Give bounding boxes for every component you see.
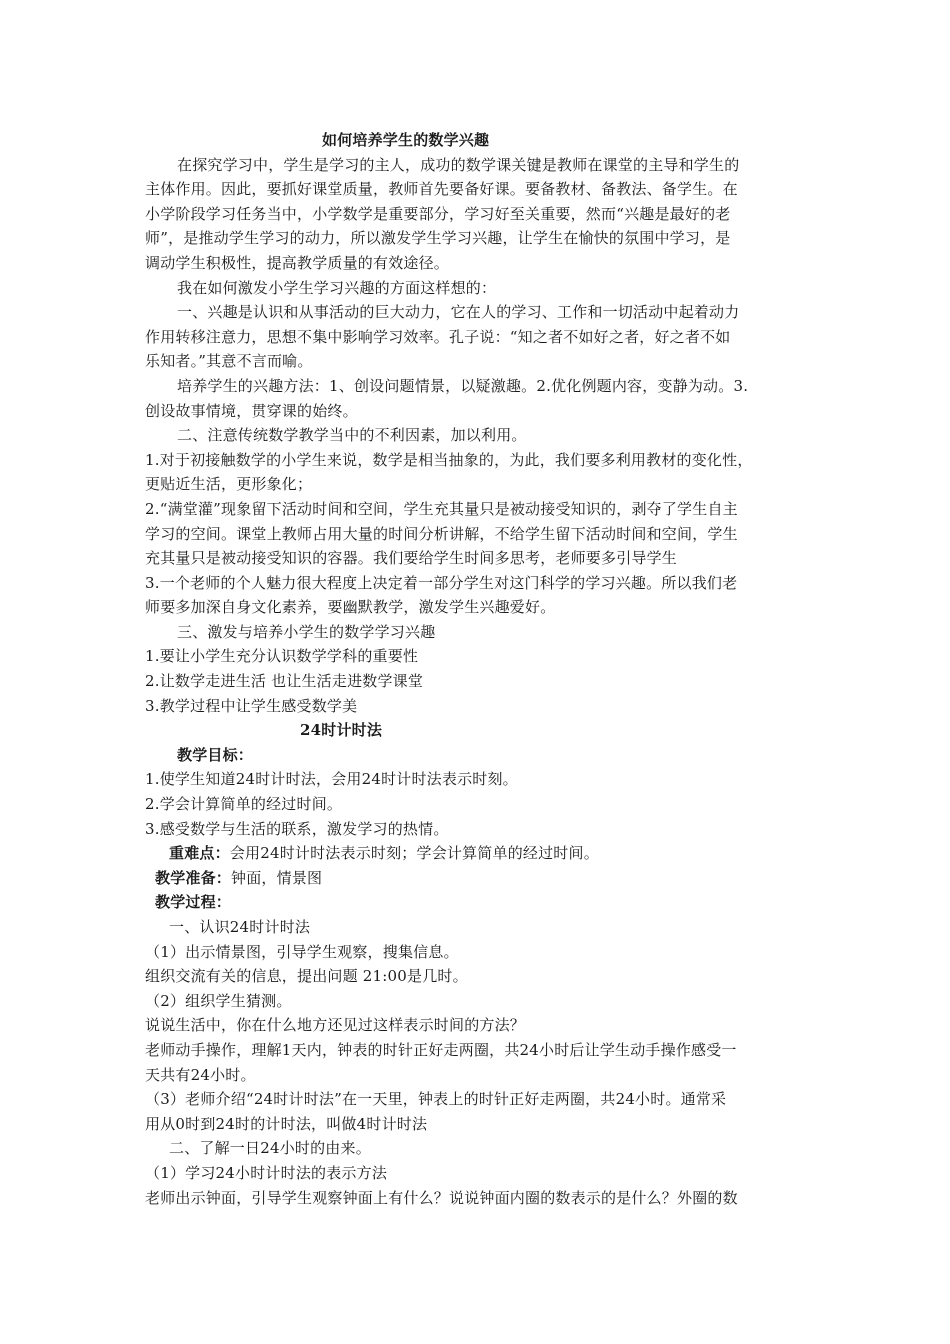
process-line: （3）老师介绍“24时计时法”在一天里，钟表上的时针正好走两圈，共24小时。通常采 xyxy=(145,1090,727,1109)
section-one-line: 一、兴趣是认识和从事活动的巨大动力，它在人的学习、工作和一切活动中起着动力 xyxy=(177,303,740,322)
intro-line: 我在如何激发小学生学习兴趣的方面这样想的： xyxy=(177,278,497,297)
paragraph-line: 师”，是推动学生学习的动力，所以激发学生学习兴趣，让学生在愉快的氛围中学习，是 xyxy=(145,229,731,248)
key-points-line xyxy=(145,841,813,866)
document-title: 如何培养学生的数学兴趣 xyxy=(322,131,490,149)
process-line: 老师出示钟面，引导学生观察钟面上有什么？说说钟面内圈的数表示的是什么？外圈的数 xyxy=(145,1188,738,1207)
section-two-line: 充其量只是被动接受知识的容器。我们要给学生时间多思考，老师要多引导学生 xyxy=(145,549,678,568)
process-label: 教学过程： xyxy=(155,893,232,912)
goals-label: 教学目标： xyxy=(177,745,254,764)
section-two-line: 学习的空间。课堂上教师占用大量的时间分析讲解，不给学生留下活动时间和空间，学生 xyxy=(145,524,738,543)
section-two-line: 3.一个老师的个人魅力很大程度上决定着一部分学生对这门科学的学习兴趣。所以我们老 xyxy=(145,573,738,592)
section-three-line: 1.要让小学生充分认识数学学科的重要性 xyxy=(145,647,419,666)
preparation-line xyxy=(145,866,813,891)
section-two-line: 2.“满堂灌”现象留下活动时间和空间，学生充其量只是被动接受知识的，剥夺了学生自主 xyxy=(145,499,738,518)
section-three-line: 2.让数学走进生活 也让生活走进数学课堂 xyxy=(145,672,424,691)
paragraph-line: 在探究学习中，学生是学习的主人，成功的数学课关键是教师在课堂的主导和学生的 xyxy=(177,155,740,174)
process-line: 用从0时到24时的计时法，叫做4时计时法 xyxy=(145,1114,428,1133)
goal-line: 1.使学生知道24时计时法，会用24时计时法表示时刻。 xyxy=(145,770,518,789)
section-two-line: 1.对于初接触数学的小学生来说，数学是相当抽象的，为此，我们要多利用教材的变化性， xyxy=(145,450,753,469)
key-points-text: 会用24时计时法表示时刻；学会计算简单的经过时间。 xyxy=(229,844,599,863)
section-two-heading: 二、注意传统数学教学当中的不利因素，加以利用。 xyxy=(177,426,527,445)
preparation-label: 教学准备： xyxy=(155,868,232,887)
process-line: 组织交流有关的信息，提出问题 21:00是几时。 xyxy=(145,967,468,986)
process-line: （1）出示情景图，引导学生观察，搜集信息。 xyxy=(145,942,459,961)
goal-line: 3.感受数学与生活的联系，激发学习的热情。 xyxy=(145,819,449,838)
process-line: 一、认识24时计时法 xyxy=(169,918,311,936)
process-line: 天共有24小时。 xyxy=(145,1065,256,1084)
section-two-line: 更贴近生活，更形象化； xyxy=(145,475,313,494)
paragraph-line: 小学阶段学习任务当中，小学数学是重要部分，学习好至关重要，然而“兴趣是最好的老 xyxy=(145,204,731,223)
process-line: 老师动手操作，理解1天内，钟表的时针正好走两圈，共24小时后让学生动手操作感受一 xyxy=(145,1040,737,1059)
methods-line: 培养学生的兴趣方法：1、创设问题情景，以疑激趣。2.优化例题内容，变静为动。3. xyxy=(177,376,749,395)
section-three-line: 3.教学过程中让学生感受数学美 xyxy=(145,696,358,715)
paragraph-line: 调动学生积极性，提高教学质量的有效途径。 xyxy=(145,253,450,272)
paragraph-line: 主体作用。因此，要抓好课堂质量，教师首先要备好课。要备教材、备教法、备学生。在 xyxy=(145,180,738,199)
section-one-line: 乐知者。”其意不言而喻。 xyxy=(145,352,313,371)
section-one-line: 作用转移注意力，思想不集中影响学习效率。孔子说：“知之者不如好之者，好之者不如 xyxy=(145,327,731,346)
process-line: （1）学习24小时计时法的表示方法 xyxy=(145,1163,388,1182)
preparation-text: 钟面，情景图 xyxy=(231,868,323,887)
goal-line: 2.学会计算简单的经过时间。 xyxy=(145,795,343,814)
key-points-label: 重难点： xyxy=(169,844,230,863)
process-line: 说说生活中，你在什么地方还见过这样表示时间的方法？ xyxy=(145,1016,526,1035)
methods-line: 创设故事情境，贯穿课的始终。 xyxy=(145,401,358,420)
lesson-title: 24时计时法 xyxy=(300,721,383,740)
section-three-heading: 三、激发与培养小学生的数学学习兴趣 xyxy=(177,622,436,641)
document-page xyxy=(145,128,813,1210)
process-line: 二、了解一日24小时的由来。 xyxy=(169,1139,371,1158)
process-line: （2）组织学生猜测。 xyxy=(145,991,292,1010)
section-two-line: 师要多加深自身文化素养，要幽默教学，激发学生兴趣爱好。 xyxy=(145,598,556,617)
